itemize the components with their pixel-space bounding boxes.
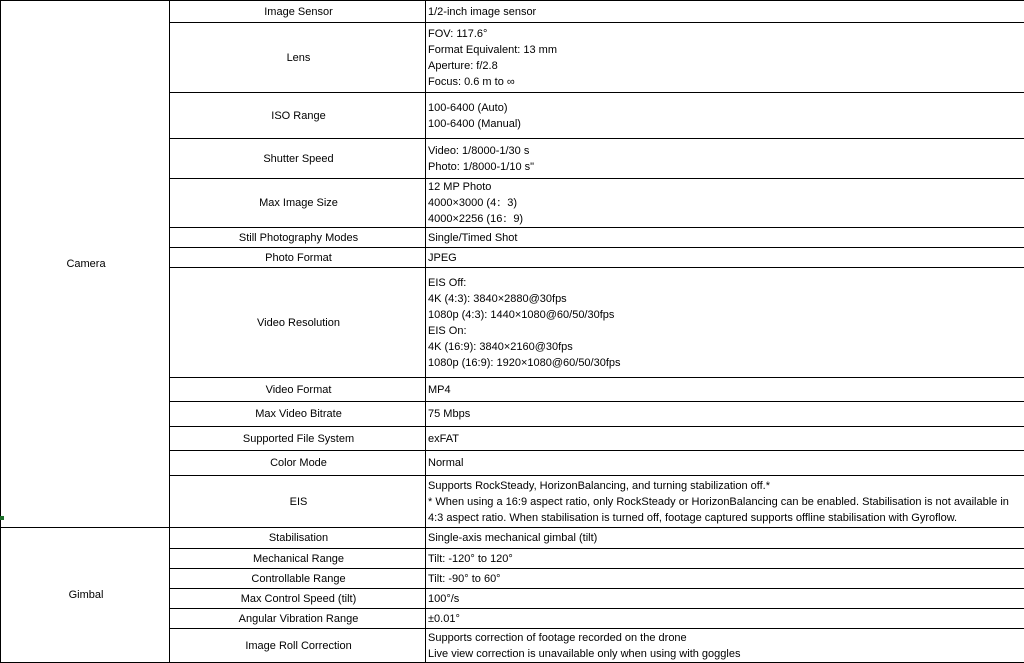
spec-label: Supported File System	[170, 427, 426, 451]
spec-label: Max Image Size	[170, 179, 426, 228]
spec-value-line: Focus: 0.6 m to ∞	[428, 74, 1024, 90]
spec-value	[426, 268, 1024, 378]
spec-value-line: 4:3 aspect ratio. When stabilisation is turned off, footage captured supports offline stabilisation with Gyroflow.	[428, 510, 1024, 526]
spec-label: Image Sensor	[170, 1, 426, 23]
spec-value-line: 4K (4:3): 3840×2880@30fps	[428, 291, 1024, 307]
spec-value	[426, 179, 1024, 228]
spec-value-line: Normal	[428, 455, 1024, 471]
spec-value	[426, 589, 1024, 609]
spec-value-line: Single/Timed Shot	[428, 230, 1024, 246]
spec-value-line: 100-6400 (Auto)	[428, 100, 1024, 116]
spec-label: Image Roll Correction	[170, 629, 426, 663]
spec-value	[426, 1, 1024, 23]
spec-label: Stabilisation	[170, 528, 426, 549]
spec-value-line: Live view correction is unavailable only when using with goggles	[428, 646, 1024, 662]
spec-value	[426, 378, 1024, 402]
spec-value-line: MP4	[428, 382, 1024, 398]
spec-value-line: * When using a 16:9 aspect ratio, only RockSteady or HorizonBalancing can be enabled. Stabilisation is not available in	[428, 494, 1024, 510]
spec-value-line: 12 MP Photo	[428, 179, 1024, 195]
spec-label: ISO Range	[170, 93, 426, 139]
spec-label: Controllable Range	[170, 569, 426, 589]
spec-value-line: 4000×2256 (16：9)	[428, 211, 1024, 227]
spec-value-line: EIS Off:	[428, 275, 1024, 291]
spec-value-line: Tilt: -120° to 120°	[428, 551, 1024, 567]
spec-value-line: exFAT	[428, 431, 1024, 447]
spec-value	[426, 451, 1024, 476]
spec-value-line: 75 Mbps	[428, 406, 1024, 422]
group-label-camera: Camera	[1, 1, 170, 528]
spec-value-line: Supports RockSteady, HorizonBalancing, and turning stabilization off.*	[428, 478, 1024, 494]
spec-value-line: 100°/s	[428, 591, 1024, 607]
spec-value	[426, 427, 1024, 451]
spec-value-line: 100-6400 (Manual)	[428, 116, 1024, 132]
spec-value-line: 1080p (16:9): 1920×1080@60/50/30fps	[428, 355, 1024, 371]
spec-value-line: EIS On:	[428, 323, 1024, 339]
spec-row	[1, 1, 1024, 23]
spec-value	[426, 139, 1024, 179]
spec-value	[426, 569, 1024, 589]
spec-value-line: 4000×3000 (4：3)	[428, 195, 1024, 211]
spec-value	[426, 248, 1024, 268]
spec-value-line: Tilt: -90° to 60°	[428, 571, 1024, 587]
spec-value-line: JPEG	[428, 250, 1024, 266]
spec-value-line: 1080p (4:3): 1440×1080@60/50/30fps	[428, 307, 1024, 323]
spec-label: Still Photography Modes	[170, 228, 426, 248]
spec-value-line: Format Equivalent: 13 mm	[428, 42, 1024, 58]
spec-value-line: Aperture: f/2.8	[428, 58, 1024, 74]
spec-value	[426, 228, 1024, 248]
spec-value	[426, 609, 1024, 629]
spec-value-line: 1/2-inch image sensor	[428, 4, 1024, 20]
spec-value-line: Supports correction of footage recorded on the drone	[428, 630, 1024, 646]
spec-label: Max Control Speed (tilt)	[170, 589, 426, 609]
spec-value	[426, 528, 1024, 549]
spec-value-line: Video: 1/8000-1/30 s	[428, 143, 1024, 159]
spec-label: Max Video Bitrate	[170, 402, 426, 427]
spec-value	[426, 476, 1024, 528]
spec-value	[426, 549, 1024, 569]
spec-label: Photo Format	[170, 248, 426, 268]
spec-value-line: Single-axis mechanical gimbal (tilt)	[428, 530, 1024, 546]
spec-label: EIS	[170, 476, 426, 528]
spec-label: Angular Vibration Range	[170, 609, 426, 629]
spec-value	[426, 23, 1024, 93]
spec-label: Lens	[170, 23, 426, 93]
spec-label: Video Format	[170, 378, 426, 402]
spec-value-line: FOV: 117.6°	[428, 26, 1024, 42]
spec-row	[1, 528, 1024, 549]
spec-label: Shutter Speed	[170, 139, 426, 179]
spec-value-line: Photo: 1/8000-1/10 s"	[428, 159, 1024, 175]
group-label-gimbal: Gimbal	[1, 528, 170, 663]
spec-value-line: ±0.01°	[428, 611, 1024, 627]
spec-value	[426, 93, 1024, 139]
spec-label: Video Resolution	[170, 268, 426, 378]
spec-value	[426, 629, 1024, 663]
cell-marker	[0, 516, 4, 520]
spec-value-line: 4K (16:9): 3840×2160@30fps	[428, 339, 1024, 355]
spec-value	[426, 402, 1024, 427]
spec-label: Color Mode	[170, 451, 426, 476]
spec-label: Mechanical Range	[170, 549, 426, 569]
